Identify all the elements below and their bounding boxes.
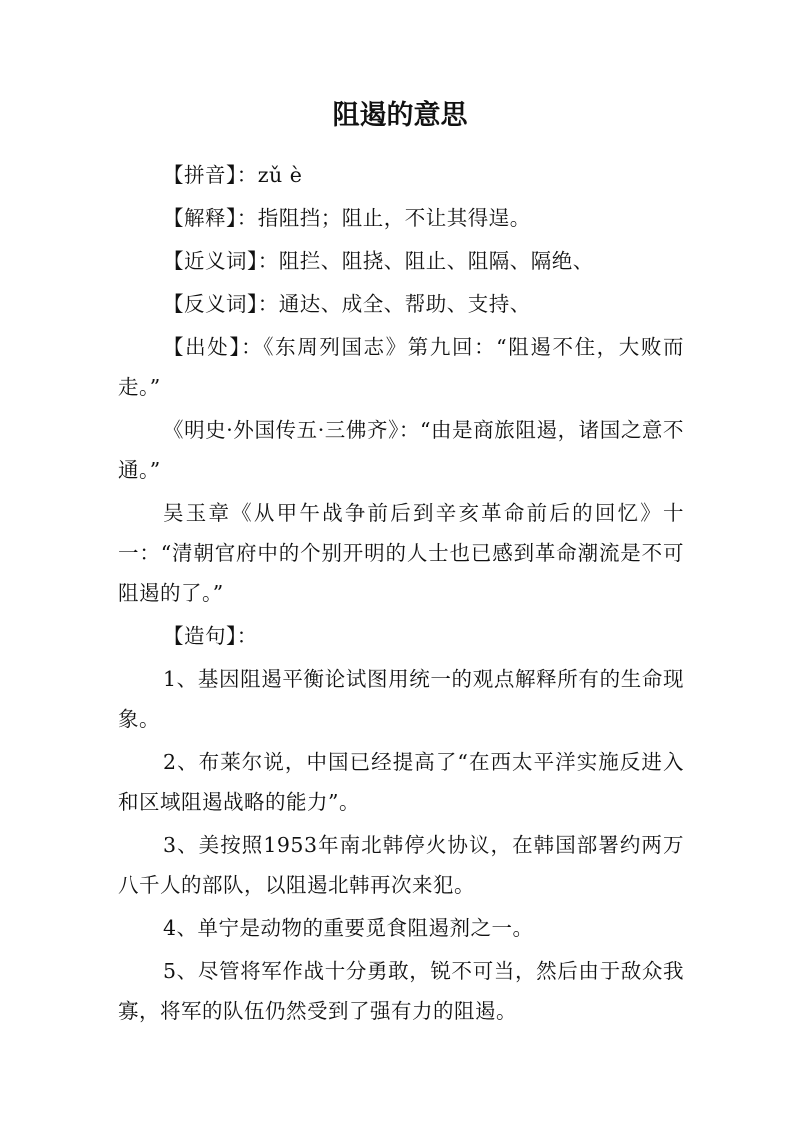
antonyms-paragraph: 【反义词】：通达、成全、帮助、支持、 bbox=[163, 292, 531, 316]
source-quote-paragraph: 吴玉章《从甲午战争前后到辛亥革命前后的回忆》十一：“清朝官府中的个别开明的人士也已感到革命潮流是不可阻遏的了。” bbox=[118, 501, 684, 605]
examples-heading: 【造句】： bbox=[163, 624, 258, 648]
example-sentence: 5、尽管将军作战十分勇敢，锐不可当，然后由于敌众我寡，将军的队伍仍然受到了强有力的阻遏。 bbox=[118, 959, 684, 1023]
document-body bbox=[118, 155, 684, 1034]
example-sentence: 3、美按照1953年南北韩停火协议，在韩国部署约两万八千人的部队，以阻遏北韩再次来犯。 bbox=[118, 833, 684, 897]
pinyin-paragraph: 【拼音】：zǔ è bbox=[163, 163, 303, 187]
example-sentence: 1、基因阻遏平衡论试图用统一的观点解释所有的生命现象。 bbox=[118, 667, 684, 731]
document-title: 阻遏的意思 bbox=[332, 100, 468, 131]
example-sentence: 4、单宁是动物的重要觅食阻遏剂之一。 bbox=[163, 916, 534, 940]
source-quote-paragraph: 《明史·外国传五·三佛齐》：“由是商旅阻遏，诸国之意不通。” bbox=[118, 418, 684, 482]
example-sentence: 2、布莱尔说，中国已经提高了“在西太平洋实施反进入和区域阻遏战略的能力”。 bbox=[118, 750, 684, 814]
definition-paragraph: 【解释】：指阻挡；阻止，不让其得逞。 bbox=[163, 206, 531, 230]
source-paragraph: 【出处】：《东周列国志》第九回：“阻遏不住，大败而走。” bbox=[118, 335, 684, 399]
synonyms-paragraph: 【近义词】：阻拦、阻挠、阻止、阻隔、隔绝、 bbox=[163, 249, 594, 273]
